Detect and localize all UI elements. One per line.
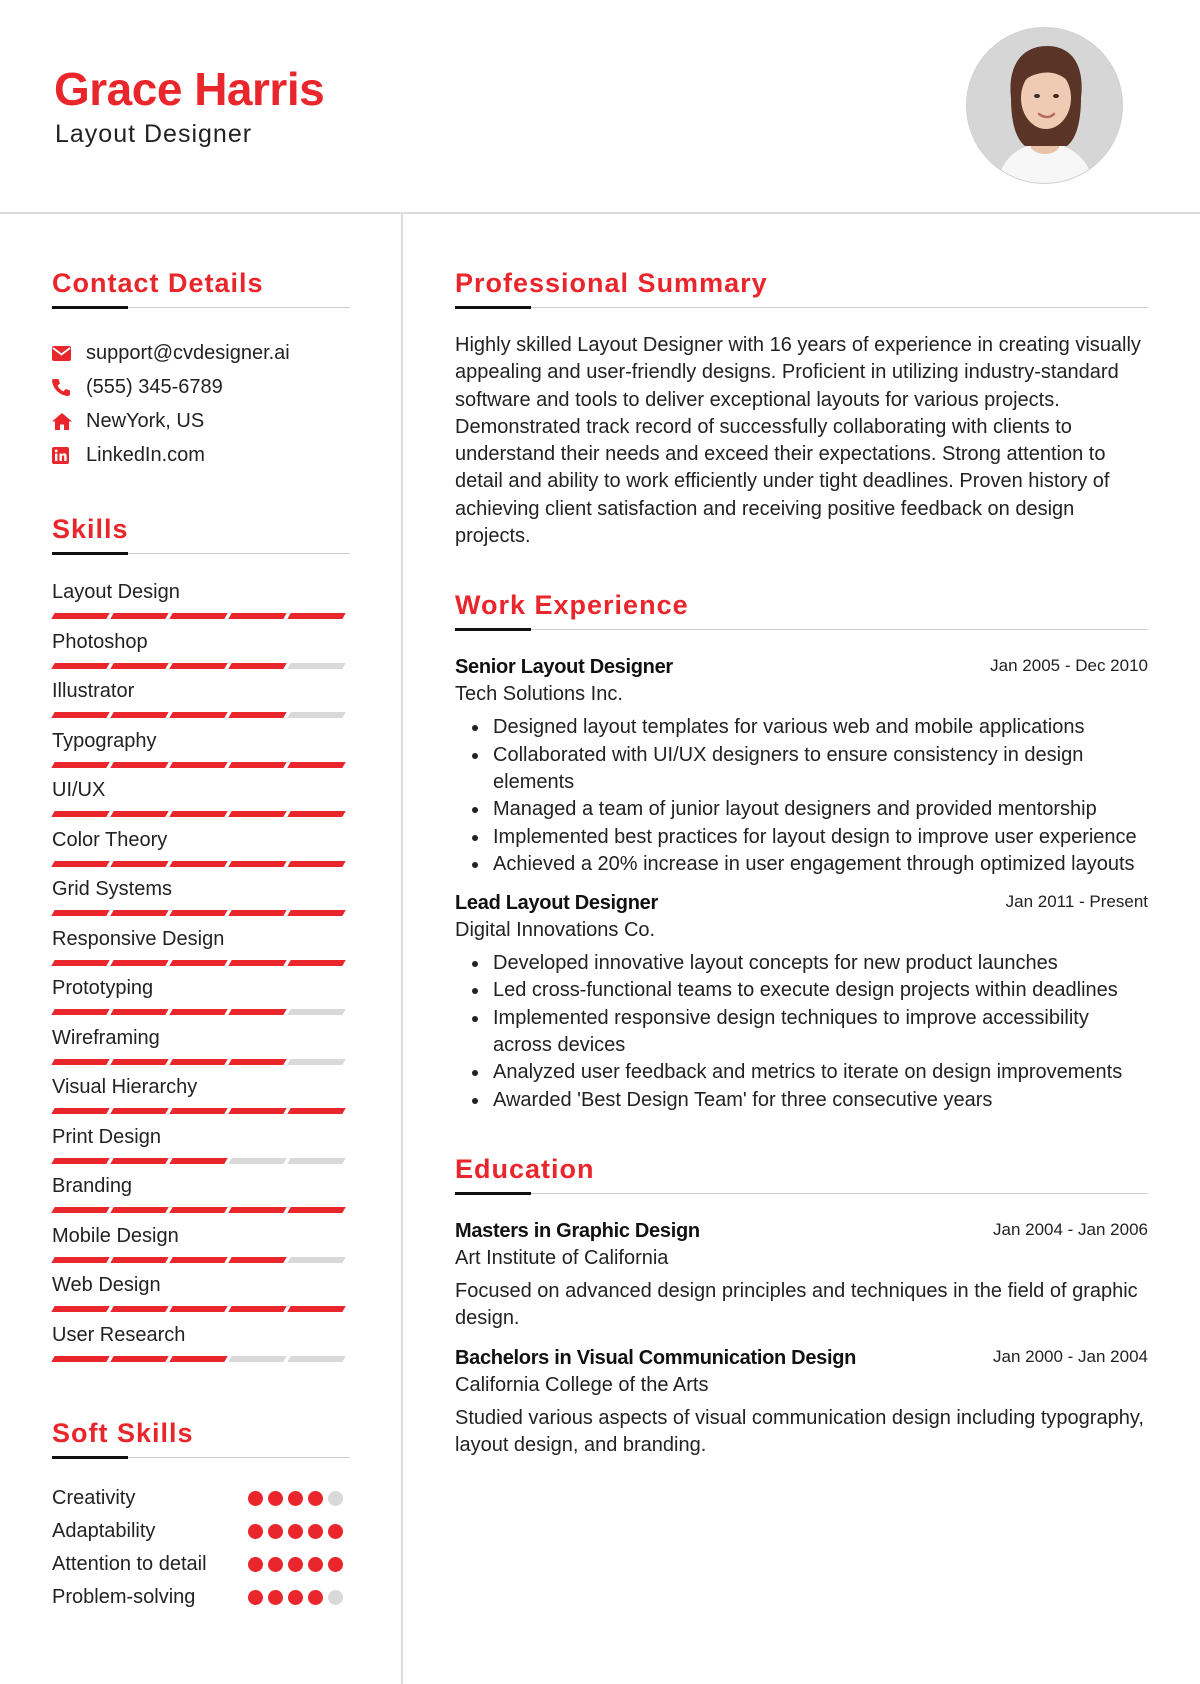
skill-level-segment: [51, 811, 109, 817]
education-heading: [455, 1148, 1148, 1194]
skill-level-segment: [287, 613, 345, 619]
skill-level-bar: [53, 613, 344, 619]
skill-level-segment: [169, 1059, 227, 1065]
rating-dot: [328, 1524, 343, 1539]
skill-label: Print Design: [52, 1125, 161, 1148]
right-column: [455, 214, 1148, 1459]
skill-level-segment: [287, 1059, 345, 1065]
rating-dot: [328, 1590, 343, 1605]
skill-item: [52, 580, 350, 630]
job-bullet: Collaborated with UI/UX designers to ensure consistency in design elements: [455, 742, 1148, 797]
skill-level-segment: [169, 1108, 227, 1114]
skill-level-segment: [110, 1257, 168, 1263]
skill-level-segment: [110, 1009, 168, 1015]
skill-level-segment: [287, 1207, 345, 1213]
soft-skill-item: [52, 1583, 350, 1611]
skill-item: [52, 1075, 350, 1125]
skills-list: [52, 580, 350, 1372]
education-date: Jan 2004 - Jan 2006: [992, 1219, 1148, 1239]
skill-level-segment: [287, 663, 345, 669]
rating-dot: [328, 1557, 343, 1572]
skill-level-bar: [53, 1356, 344, 1362]
skill-level-segment: [51, 762, 109, 768]
skill-label: Mobile Design: [52, 1224, 179, 1247]
candidate-name: Grace Harris: [54, 63, 325, 115]
rating-dot: [328, 1491, 343, 1506]
skill-level-bar: [53, 1207, 344, 1213]
experience-section: [455, 584, 1148, 1114]
soft-skill-rating: [248, 1491, 343, 1506]
skill-level-segment: [228, 1158, 286, 1164]
skill-level-segment: [169, 712, 227, 718]
skill-level-segment: [51, 1158, 109, 1164]
skill-level-segment: [110, 1158, 168, 1164]
skill-level-segment: [110, 1108, 168, 1114]
skill-level-segment: [169, 910, 227, 916]
rating-dot: [248, 1491, 263, 1506]
contact-text: LinkedIn.com: [86, 443, 205, 466]
soft-skill-label: Adaptability: [52, 1520, 156, 1542]
summary-section: [455, 262, 1148, 550]
skill-item: [52, 1026, 350, 1076]
heading-accent-line: [455, 306, 531, 309]
section-title: Education: [455, 1153, 595, 1184]
skill-level-segment: [51, 663, 109, 669]
skill-label: User Research: [52, 1323, 186, 1346]
section-title: Work Experience: [455, 590, 689, 621]
skill-item: [52, 729, 350, 779]
jobs-list: [455, 656, 1148, 1114]
job-bullet: Achieved a 20% increase in user engagement through optimized layouts: [455, 851, 1148, 878]
skill-level-segment: [228, 712, 286, 718]
contact-text: (555) 345-6789: [86, 375, 223, 398]
skill-level-segment: [287, 762, 345, 768]
contact-list: [52, 336, 350, 472]
skill-level-bar: [53, 1158, 344, 1164]
contact-text: support@cvdesigner.ai: [86, 341, 290, 364]
soft-skills-section: [52, 1412, 350, 1611]
skill-level-segment: [228, 910, 286, 916]
skill-label: Illustrator: [52, 680, 135, 702]
soft-skill-label: Problem-solving: [52, 1586, 196, 1608]
job-bullet: Awarded 'Best Design Team' for three consecutive years: [455, 1087, 1148, 1114]
contact-section: [52, 262, 350, 472]
skill-level-segment: [110, 960, 168, 966]
summary-heading: [455, 262, 1148, 308]
skill-level-segment: [51, 861, 109, 867]
rating-dot: [248, 1557, 263, 1572]
skill-item: [52, 927, 350, 977]
skill-level-segment: [228, 1356, 286, 1362]
rating-dot: [268, 1590, 283, 1605]
profile-photo: [966, 27, 1123, 184]
job-company: Tech Solutions Inc.: [455, 683, 623, 706]
skill-level-segment: [287, 1158, 345, 1164]
skill-item: [52, 778, 350, 828]
section-title: Professional Summary: [455, 268, 768, 298]
skill-level-segment: [169, 1158, 227, 1164]
skill-item: [52, 1174, 350, 1224]
rating-dot: [308, 1590, 323, 1605]
skill-level-segment: [169, 1207, 227, 1213]
job-bullet: Designed layout templates for various web and mobile applications: [455, 714, 1148, 741]
skill-level-segment: [51, 1009, 109, 1015]
education-list: [455, 1220, 1148, 1459]
job-entry: [455, 892, 1148, 1114]
skill-level-segment: [110, 861, 168, 867]
education-description: Studied various aspects of visual communication design including typography, layout design, and branding.: [455, 1406, 1144, 1456]
skill-level-bar: [53, 762, 344, 768]
soft-skill-item: [52, 1550, 350, 1578]
skill-label: Grid Systems: [52, 878, 173, 900]
soft-skill-label: Creativity: [52, 1487, 136, 1509]
skill-level-segment: [287, 1257, 345, 1263]
skill-level-segment: [51, 960, 109, 966]
skill-level-bar: [53, 1306, 344, 1312]
degree-title: Bachelors in Visual Communication Design: [455, 1346, 857, 1369]
profile-portrait-icon: [967, 28, 1123, 184]
rating-dot: [268, 1557, 283, 1572]
education-section: [455, 1148, 1148, 1459]
skill-level-segment: [110, 1059, 168, 1065]
soft-skill-item: [52, 1517, 350, 1545]
rating-dot: [288, 1557, 303, 1572]
skill-level-segment: [110, 663, 168, 669]
rating-dot: [308, 1491, 323, 1506]
job-company: Digital Innovations Co.: [455, 919, 656, 942]
rating-dot: [308, 1557, 323, 1572]
section-title: Soft Skills: [52, 1418, 194, 1448]
skill-label: Responsive Design: [52, 927, 225, 950]
skill-label: Branding: [52, 1175, 133, 1197]
skill-level-bar: [53, 1009, 344, 1015]
skill-level-segment: [110, 712, 168, 718]
skill-level-bar: [53, 1257, 344, 1263]
column-divider: [401, 214, 403, 1684]
skill-level-segment: [110, 613, 168, 619]
skill-level-segment: [287, 712, 345, 718]
job-bullet: Developed innovative layout concepts for new product launches: [455, 950, 1148, 977]
skill-level-segment: [228, 1306, 286, 1312]
job-title: Senior Layout Designer: [455, 656, 673, 679]
skill-label: Layout Design: [52, 581, 180, 603]
soft-skill-rating: [248, 1590, 343, 1605]
job-bullet: Implemented responsive design techniques to improve accessibility across devices: [455, 1005, 1148, 1060]
phone-icon: [52, 378, 86, 396]
skill-level-bar: [53, 712, 344, 718]
skill-level-bar: [53, 960, 344, 966]
skill-level-segment: [287, 1356, 345, 1362]
rating-dot: [288, 1524, 303, 1539]
skill-label: Visual Hierarchy: [52, 1076, 198, 1098]
heading-accent-line: [52, 552, 128, 555]
skill-level-segment: [228, 1059, 286, 1065]
skill-level-segment: [169, 1009, 227, 1015]
left-column: [52, 214, 350, 1616]
skill-level-segment: [287, 910, 345, 916]
skill-level-segment: [51, 1306, 109, 1312]
skill-label: Color Theory: [52, 828, 168, 851]
skill-item: [52, 679, 350, 729]
skills-heading: [52, 508, 350, 554]
soft-skill-item: [52, 1484, 350, 1512]
skill-item: [52, 1125, 350, 1175]
summary-text: Highly skilled Layout Designer with 16 years of experience in creating visually appealing and user-friendly designs. Proficient in utilizing industry-standard software and tools to deliver exceptional layouts for various projects. Demonstrated track record of successfully collaborating with clients to understand their needs and exceed their expectations. Strong attention to detail and ability to work efficiently under tight deadlines. Proven history of achieving client satisfaction and receiving positive feedback on design projects.: [455, 334, 1141, 548]
skill-level-bar: [53, 861, 344, 867]
skill-level-segment: [228, 762, 286, 768]
skill-level-segment: [110, 811, 168, 817]
skill-level-segment: [287, 861, 345, 867]
heading-accent-line: [455, 628, 531, 631]
soft-skill-rating: [248, 1524, 343, 1539]
heading-accent-line: [455, 1192, 531, 1195]
education-description: Focused on advanced design principles and techniques in the field of graphic design.: [455, 1279, 1138, 1330]
skill-level-segment: [228, 613, 286, 619]
soft-skill-label: Attention to detail: [52, 1553, 207, 1575]
skill-item: [52, 976, 350, 1026]
contact-heading: [52, 262, 350, 308]
skill-item: [52, 828, 350, 878]
skill-label: UI/UX: [52, 779, 106, 801]
rating-dot: [248, 1524, 263, 1539]
rating-dot: [268, 1524, 283, 1539]
skills-section: [52, 508, 350, 1372]
skill-level-segment: [228, 1257, 286, 1263]
skill-level-bar: [53, 1108, 344, 1114]
job-date: Jan 2011 - Present: [1005, 892, 1148, 912]
heading-accent-line: [52, 306, 128, 309]
skill-level-segment: [51, 1257, 109, 1263]
rating-dot: [288, 1491, 303, 1506]
education-date: Jan 2000 - Jan 2004: [992, 1346, 1148, 1366]
skill-level-segment: [169, 613, 227, 619]
heading-accent-line: [52, 1456, 128, 1459]
skill-item: [52, 630, 350, 680]
rating-dot: [268, 1491, 283, 1506]
job-bullet: Managed a team of junior layout designers and provided mentorship: [455, 796, 1148, 823]
skill-level-segment: [110, 1207, 168, 1213]
skill-level-segment: [51, 1059, 109, 1065]
resume-header: [0, 0, 1200, 214]
soft-skills-list: [52, 1484, 350, 1611]
skill-level-segment: [287, 811, 345, 817]
section-title: Contact Details: [52, 268, 264, 298]
skill-label: Typography: [52, 729, 157, 752]
skill-level-segment: [169, 861, 227, 867]
skill-item: [52, 1273, 350, 1323]
envelope-icon: [52, 346, 86, 361]
skill-level-segment: [287, 1009, 345, 1015]
education-entry: [455, 1220, 1148, 1333]
skill-level-segment: [169, 811, 227, 817]
job-date: Jan 2005 - Dec 2010: [990, 656, 1148, 676]
skill-level-segment: [228, 1009, 286, 1015]
skill-level-segment: [110, 762, 168, 768]
skill-level-bar: [53, 1059, 344, 1065]
skill-item: [52, 1323, 350, 1373]
candidate-job-title: Layout Designer: [55, 120, 253, 148]
rating-dot: [248, 1590, 263, 1605]
skill-level-segment: [169, 1257, 227, 1263]
skill-level-segment: [51, 712, 109, 718]
job-bullets: [455, 714, 1148, 878]
linkedin-icon: [52, 447, 86, 464]
skill-level-segment: [51, 1108, 109, 1114]
skill-level-segment: [110, 1306, 168, 1312]
skill-item: [52, 1224, 350, 1274]
skill-level-segment: [228, 811, 286, 817]
job-bullet: Implemented best practices for layout design to improve user experience: [455, 824, 1148, 851]
contact-email[interactable]: [52, 336, 350, 370]
skill-level-segment: [228, 1108, 286, 1114]
skill-level-segment: [51, 910, 109, 916]
skill-label: Prototyping: [52, 977, 154, 999]
contact-text: NewYork, US: [86, 409, 205, 432]
skill-level-segment: [169, 960, 227, 966]
contact-linkedin[interactable]: [52, 438, 350, 472]
skill-level-bar: [53, 811, 344, 817]
school-name: California College of the Arts: [455, 1373, 709, 1396]
job-bullet: Led cross-functional teams to execute design projects within deadlines: [455, 977, 1148, 1004]
contact-location: [52, 404, 350, 438]
skill-level-segment: [51, 1207, 109, 1213]
skill-label: Photoshop: [52, 630, 148, 653]
skill-level-bar: [53, 910, 344, 916]
skill-level-segment: [287, 960, 345, 966]
skill-level-segment: [169, 1306, 227, 1312]
skill-level-segment: [51, 1356, 109, 1362]
skill-level-segment: [169, 1356, 227, 1362]
skill-level-segment: [228, 861, 286, 867]
degree-title: Masters in Graphic Design: [455, 1219, 700, 1242]
skill-level-segment: [51, 613, 109, 619]
home-icon: [52, 413, 86, 430]
section-title: Skills: [52, 514, 129, 544]
rating-dot: [288, 1590, 303, 1605]
rating-dot: [308, 1524, 323, 1539]
skill-level-segment: [228, 960, 286, 966]
skill-level-segment: [287, 1108, 345, 1114]
skill-item: [52, 877, 350, 927]
experience-heading: [455, 584, 1148, 630]
skill-level-segment: [287, 1306, 345, 1312]
skill-level-segment: [110, 1356, 168, 1362]
job-bullets: [455, 950, 1148, 1114]
skill-label: Web Design: [52, 1274, 161, 1296]
skill-level-segment: [228, 663, 286, 669]
education-entry: [455, 1347, 1148, 1460]
soft-skills-heading: [52, 1412, 350, 1458]
skill-level-segment: [169, 663, 227, 669]
skill-level-segment: [169, 762, 227, 768]
skill-label: Wireframing: [52, 1026, 160, 1049]
skill-level-segment: [110, 910, 168, 916]
school-name: Art Institute of California: [455, 1246, 669, 1269]
job-bullet: Analyzed user feedback and metrics to iterate on design improvements: [455, 1059, 1148, 1086]
job-entry: [455, 656, 1148, 878]
job-title: Lead Layout Designer: [455, 892, 658, 915]
skill-level-bar: [53, 663, 344, 669]
contact-phone[interactable]: [52, 370, 350, 404]
skill-level-segment: [228, 1207, 286, 1213]
soft-skill-rating: [248, 1557, 343, 1572]
